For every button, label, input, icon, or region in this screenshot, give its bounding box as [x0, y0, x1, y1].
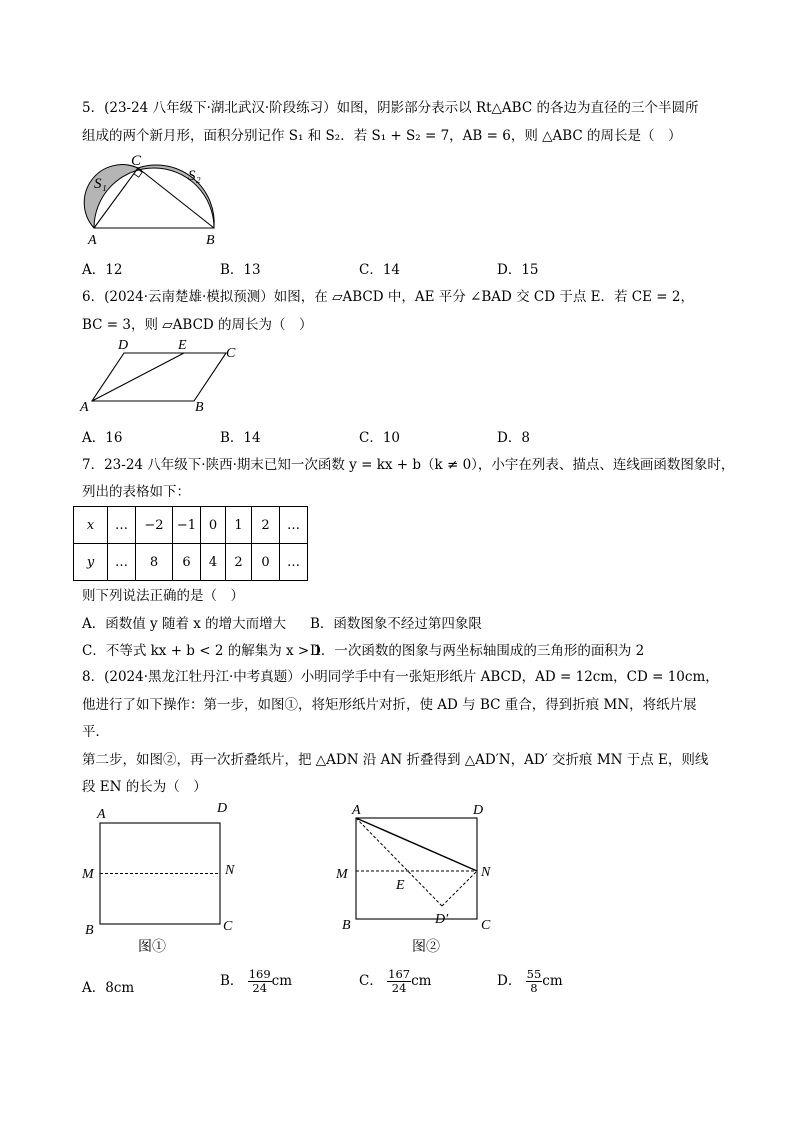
- label-b: B: [342, 918, 351, 933]
- table-cell: x: [74, 507, 108, 544]
- q8-option-d[interactable]: [497, 968, 563, 995]
- q8-figure-2: [332, 798, 512, 958]
- label-s2: S₂: [188, 168, 201, 184]
- unit: cm: [411, 973, 432, 989]
- label-b: B: [195, 400, 204, 415]
- q5-option-c[interactable]: C．14: [359, 262, 401, 278]
- table-cell: 1: [226, 507, 252, 544]
- label-n: N: [225, 863, 235, 878]
- label-d: D: [118, 338, 129, 353]
- q8-stem-line2: 他进行了如下操作：第一步，如图①，将矩形纸片对折，使 AD 与 BC 重合，得到折痕 MN，将纸片展: [82, 697, 697, 713]
- table-cell: 0: [201, 507, 226, 544]
- numerator: 169: [248, 967, 271, 981]
- q7-option-a[interactable]: A．函数值 y 随着 x 的增大而增大: [82, 616, 287, 632]
- q5-moon-figure: [76, 150, 236, 250]
- q7-option-c[interactable]: C．不等式 kx + b < 2 的解集为 x > 1: [82, 643, 323, 659]
- label-m: M: [336, 867, 348, 882]
- denominator: 24: [391, 981, 407, 995]
- table-cell: 0: [252, 544, 280, 581]
- table-cell: 2: [226, 544, 252, 581]
- table-cell: 6: [173, 544, 201, 581]
- table-cell: …: [108, 544, 136, 581]
- unit: cm: [271, 973, 293, 989]
- label-m: M: [82, 867, 94, 882]
- table-cell: −1: [173, 507, 201, 544]
- label-d: D: [217, 801, 228, 816]
- label-a: A: [88, 233, 97, 248]
- segment-d-prime-n: [442, 871, 477, 906]
- q6-stem-line1: 6．(2024·云南楚雄·模拟预测）如图，在 ▱ABCD 中，AE 平分 ∠BAD 交 CD 于点 E．若 CE = 2，: [82, 289, 694, 305]
- unit: cm: [542, 973, 563, 989]
- q5-stem-line2: 组成的两个新月形，面积分别记作 S₁ 和 S₂．若 S₁ + S₂ = 7，AB = 6，则 △ABC 的周长是（ ）: [82, 128, 682, 144]
- q7-stem-line3: 则下列说法正确的是（ ）: [82, 588, 244, 604]
- table-cell: …: [280, 544, 308, 581]
- q5-option-d[interactable]: D．15: [497, 262, 539, 278]
- numerator: 167: [388, 967, 411, 981]
- fraction-167-24: [387, 968, 411, 995]
- option-c-prefix: C．: [359, 973, 383, 989]
- parallelogram-abcd: [92, 353, 226, 401]
- q5-stem-line1: 5．(23-24 八年级下·湖北武汉·阶段练习）如图，阴影部分表示以 Rt△ABC 的各边为直径的三个半圆所: [82, 100, 699, 116]
- label-c: C: [226, 346, 236, 361]
- q7-stem-line1: 7．23-24 八年级下·陕西·期末已知一次函数 y = kx + b（k ≠ 0），小宇在列表、描点、连线画函数图象时，: [82, 457, 735, 473]
- denominator: 8: [530, 981, 538, 995]
- figure-1-caption: 图①: [138, 940, 166, 955]
- label-d-prime: D′: [435, 912, 449, 927]
- table-cell: …: [280, 507, 308, 544]
- option-b-prefix: B．: [220, 973, 244, 989]
- fraction-169-24: [248, 968, 272, 995]
- q5-option-b[interactable]: B．13: [220, 262, 261, 278]
- label-c: C: [131, 153, 142, 169]
- option-d-prefix: D．: [497, 973, 522, 989]
- rectangle-abcd: [356, 818, 477, 919]
- q8-option-a[interactable]: A．8cm: [82, 980, 135, 996]
- label-c: C: [481, 918, 491, 933]
- figure-2-caption: 图②: [412, 940, 440, 955]
- label-e: E: [396, 878, 405, 893]
- q6-parallelogram-figure: [76, 336, 246, 416]
- fraction-55-8: [526, 968, 543, 995]
- q6-stem-line2: BC = 3，则 ▱ABCD 的周长为（ ）: [82, 317, 313, 333]
- table-cell: −2: [136, 507, 173, 544]
- segment-ae: [92, 353, 184, 401]
- q8-stem-line4: 第二步，如图②，再一次折叠纸片，把 △ADN 沿 AN 折叠得到 △AD′N，AD′ 交折痕 MN 于点 E，则线: [82, 752, 709, 768]
- table-cell: y: [74, 544, 108, 581]
- label-a: A: [352, 803, 361, 818]
- label-a: A: [97, 807, 106, 822]
- q7-option-d[interactable]: D．一次函数的图象与两坐标轴围成的三角形的面积为 2: [310, 643, 645, 659]
- q8-stem-line3: 平．: [82, 724, 109, 740]
- q8-stem-line1: 8．(2024·黑龙江牡丹江·中考真题）小明同学手中有一张矩形纸片 ABCD，AD = 12cm，CD = 10cm，: [82, 669, 719, 685]
- table-cell: 4: [201, 544, 226, 581]
- label-d: D: [473, 803, 484, 818]
- label-b: B: [85, 923, 94, 938]
- segment-an: [356, 818, 477, 871]
- q8-option-b[interactable]: [220, 968, 292, 995]
- table-row-y: [74, 544, 308, 581]
- q8-stem-line5: 段 EN 的长为（ ）: [82, 779, 207, 795]
- q8-option-c[interactable]: [359, 968, 431, 995]
- numerator: 55: [526, 967, 542, 981]
- xy-value-table: [73, 506, 308, 581]
- table-cell: …: [108, 507, 136, 544]
- q6-option-a[interactable]: A．16: [82, 430, 123, 446]
- label-c: C: [223, 919, 233, 934]
- q8-figure-1: [78, 798, 248, 958]
- q7-stem-line2: 列出的表格如下：: [82, 484, 190, 500]
- label-b: B: [206, 233, 215, 248]
- label-s1: S₁: [94, 176, 107, 192]
- q6-option-b[interactable]: B．14: [220, 430, 261, 446]
- table-row-x: [74, 507, 308, 544]
- q6-option-c[interactable]: C．10: [359, 430, 401, 446]
- q7-option-b[interactable]: B．函数图象不经过第四象限: [310, 616, 482, 632]
- q6-option-d[interactable]: D．8: [497, 430, 530, 446]
- table-cell: 8: [136, 544, 173, 581]
- q5-option-a[interactable]: A．12: [82, 262, 123, 278]
- table-cell: 2: [252, 507, 280, 544]
- label-a: A: [80, 400, 89, 415]
- label-e: E: [178, 338, 187, 353]
- label-n: N: [481, 865, 491, 880]
- denominator: 24: [252, 981, 268, 995]
